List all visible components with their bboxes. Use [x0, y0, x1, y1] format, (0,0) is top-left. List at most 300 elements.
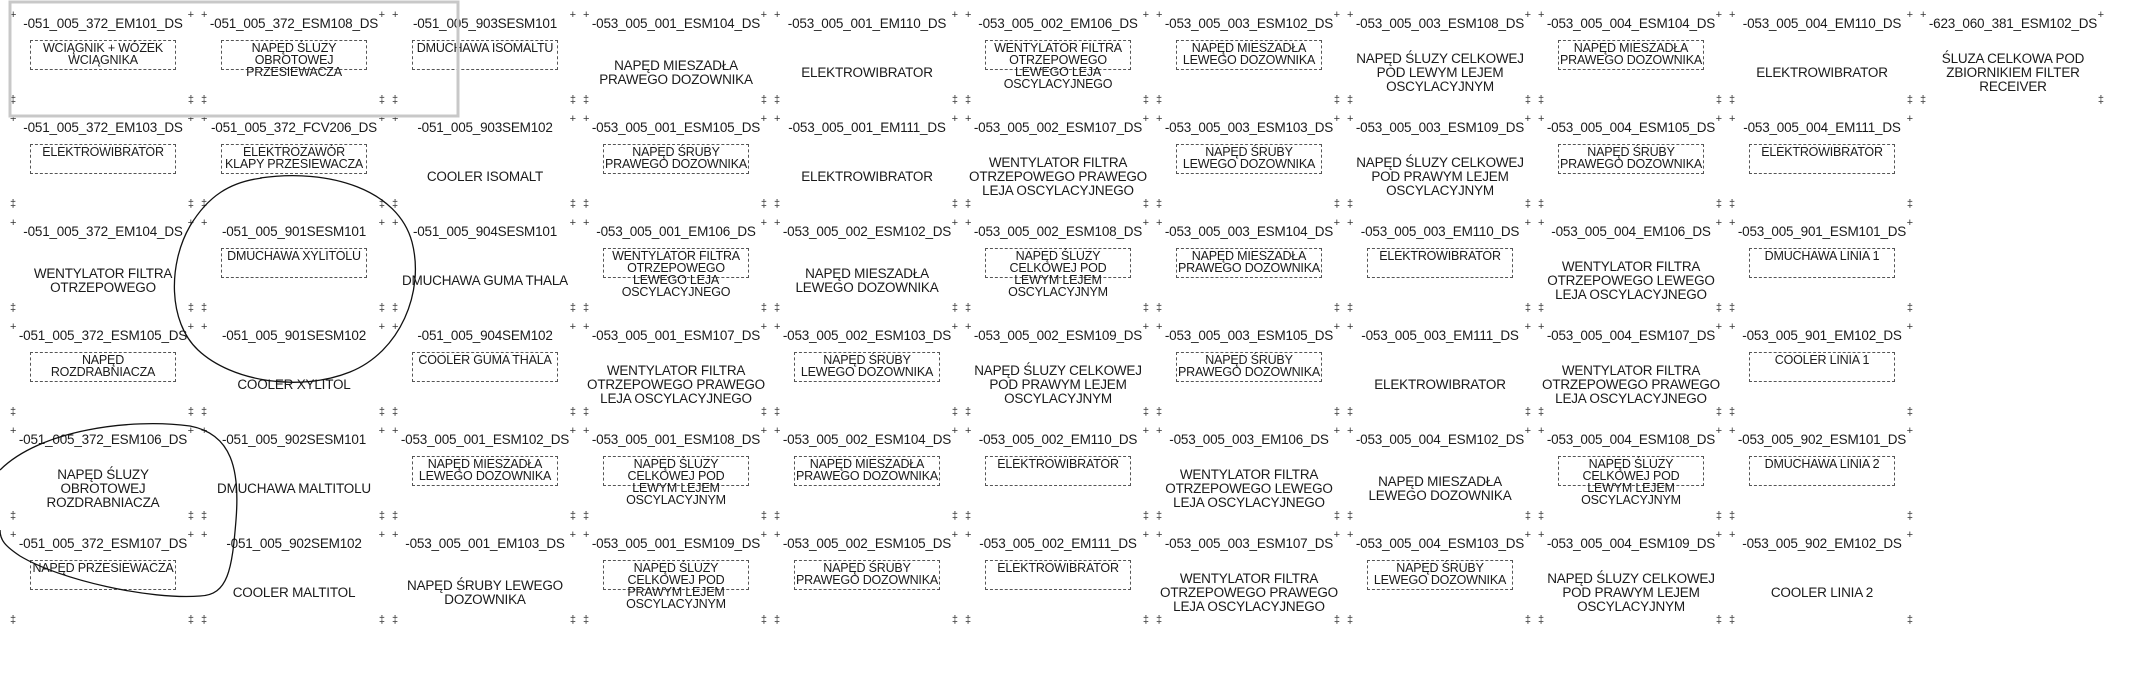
corner-mark: ‡ [1156, 510, 1163, 522]
corner-mark: ‡ [378, 94, 385, 106]
device-cell [581, 108, 771, 212]
corner-mark: + [1920, 9, 1927, 21]
corner-mark: + [201, 321, 208, 333]
device-code: -053_005_002_ESM102_DS [782, 224, 952, 239]
corner-mark: ‡ [965, 198, 972, 210]
corner-mark: + [1538, 113, 1545, 125]
corner-mark: + [774, 9, 781, 21]
device-label: ELEKTROWIBRATOR [985, 456, 1131, 486]
corner-mark: + [1729, 425, 1736, 437]
device-label: NAPĘD ŚRUBY LEWEGO DOZOWNIKA [794, 352, 940, 382]
corner-mark: ‡ [1715, 614, 1722, 626]
corner-mark: ‡ [187, 94, 194, 106]
device-cell [1154, 4, 1344, 108]
corner-mark: ‡ [1347, 510, 1354, 522]
corner-mark: ‡ [1715, 406, 1722, 418]
corner-mark: + [10, 425, 17, 437]
device-label: DMUCHAWA LINIA 2 [1749, 456, 1895, 486]
device-code: -053_005_003_ESM109_DS [1355, 120, 1525, 135]
corner-mark: ‡ [1538, 94, 1545, 106]
device-label: NAPĘD ŚLUZY CELKOWEJ POD PRAWYM LEJEM OSCYLACYJNYM [603, 560, 749, 590]
device-cell [772, 108, 962, 212]
corner-mark: ‡ [583, 614, 590, 626]
corner-mark: ‡ [392, 94, 399, 106]
corner-mark: ‡ [187, 614, 194, 626]
corner-mark: + [569, 529, 576, 541]
device-cell [581, 4, 771, 108]
corner-mark: ‡ [201, 614, 208, 626]
corner-mark: + [1347, 9, 1354, 21]
corner-mark: + [1715, 321, 1722, 333]
corner-mark: + [392, 217, 399, 229]
device-label: COOLER LINIA 2 [1770, 585, 1874, 600]
corner-mark: ‡ [965, 510, 972, 522]
device-code: -053_005_004_ESM103_DS [1355, 536, 1525, 551]
corner-mark: ‡ [1524, 198, 1531, 210]
corner-mark: + [187, 529, 194, 541]
corner-mark: + [1156, 425, 1163, 437]
corner-mark: ‡ [187, 198, 194, 210]
corner-mark: ‡ [1729, 198, 1736, 210]
corner-mark: + [1906, 425, 1913, 437]
device-code: -053_005_002_ESM103_DS [782, 328, 952, 343]
device-code: -053_005_002_ESM107_DS [973, 120, 1143, 135]
corner-mark: + [392, 529, 399, 541]
device-label: ELEKTROZAWÓR KLAPY PRZESIEWACZA [221, 144, 367, 174]
device-cell [1536, 212, 1726, 316]
corner-mark: + [1347, 425, 1354, 437]
device-label: NAPĘD MIESZADŁA PRAWEGO DOZOWNIKA [1176, 248, 1322, 278]
corner-mark: + [1333, 217, 1340, 229]
device-cell [1345, 420, 1535, 524]
device-cell [1918, 4, 2108, 108]
corner-mark: ‡ [1347, 302, 1354, 314]
device-label: NAPĘD ŚRUBY PRAWEGO DOZOWNIKA [794, 560, 940, 590]
corner-mark: + [378, 425, 385, 437]
device-cell [1727, 524, 1917, 628]
corner-mark: + [760, 9, 767, 21]
device-code: -051_005_372_ESM107_DS [18, 536, 188, 551]
corner-mark: + [10, 321, 17, 333]
device-label: NAPĘD ŚLUZY CELKOWEJ POD LEWYM LEJEM OSCYLACYJNYM [985, 248, 1131, 278]
device-code: -053_005_003_ESM103_DS [1164, 120, 1334, 135]
device-label: WCIĄGNIK + WÓZEK WCIĄGNIKA [30, 40, 176, 70]
device-label: WENTYLATOR FILTRA OTRZEPOWEGO LEWEGO LEJA OSCYLACYJNEGO [985, 40, 1131, 70]
corner-mark: + [378, 113, 385, 125]
corner-mark: ‡ [583, 406, 590, 418]
corner-mark: + [392, 9, 399, 21]
corner-mark: ‡ [760, 94, 767, 106]
device-cell [772, 420, 962, 524]
corner-mark: ‡ [774, 94, 781, 106]
corner-mark: ‡ [1906, 510, 1913, 522]
corner-mark: + [1524, 9, 1531, 21]
device-cell [1154, 108, 1344, 212]
corner-mark: + [201, 217, 208, 229]
device-cell [1727, 4, 1917, 108]
device-label: NAPĘD ŚRUBY LEWEGO DOZOWNIKA [1176, 144, 1322, 174]
corner-mark: + [774, 217, 781, 229]
device-cell [581, 420, 771, 524]
device-label: WENTYLATOR FILTRA OTRZEPOWEGO LEWEGO LEJA OSCYLACYJNEGO [1547, 259, 1715, 302]
corner-mark: ‡ [1715, 302, 1722, 314]
corner-mark: ‡ [760, 302, 767, 314]
corner-mark: + [1524, 217, 1531, 229]
corner-mark: + [1142, 113, 1149, 125]
device-code: -053_005_004_EM106_DS [1551, 224, 1711, 239]
corner-mark: + [1142, 529, 1149, 541]
corner-mark: + [1538, 425, 1545, 437]
device-code: -051_005_903SESM101 [412, 16, 558, 31]
corner-mark: + [1538, 321, 1545, 333]
corner-mark: ‡ [1347, 198, 1354, 210]
corner-mark: ‡ [569, 198, 576, 210]
corner-mark: + [774, 425, 781, 437]
corner-mark: ‡ [583, 94, 590, 106]
device-label: NAPĘD ŚLUZY CELKOWEJ POD PRAWYM LEJEM OSCYLACYJNYM [974, 363, 1142, 406]
corner-mark: ‡ [1333, 510, 1340, 522]
corner-mark: + [583, 217, 590, 229]
corner-mark: + [569, 425, 576, 437]
device-cell [1727, 108, 1917, 212]
corner-mark: ‡ [1333, 302, 1340, 314]
device-cell [1727, 316, 1917, 420]
device-cell [772, 524, 962, 628]
corner-mark: + [1729, 217, 1736, 229]
corner-mark: ‡ [1729, 510, 1736, 522]
corner-mark: ‡ [1142, 510, 1149, 522]
device-label: COOLER MALTITOL [232, 585, 356, 600]
device-code: -051_005_372_EM104_DS [23, 224, 183, 239]
device-code: -053_005_001_ESM108_DS [591, 432, 761, 447]
corner-mark: + [1333, 113, 1340, 125]
corner-mark: ‡ [1333, 94, 1340, 106]
device-label: ELEKTROWIBRATOR [30, 144, 176, 174]
corner-mark: + [760, 425, 767, 437]
corner-mark: ‡ [569, 510, 576, 522]
corner-mark: + [1142, 9, 1149, 21]
corner-mark: ‡ [1729, 614, 1736, 626]
device-cell [1345, 108, 1535, 212]
device-code: -053_005_901_EM102_DS [1742, 328, 1902, 343]
corner-mark: ‡ [1524, 302, 1531, 314]
device-label: NAPĘD MIESZADŁA LEWEGO DOZOWNIKA [1176, 40, 1322, 70]
corner-mark: ‡ [1729, 94, 1736, 106]
device-label: DMUCHAWA GUMA THALA [402, 273, 568, 288]
corner-mark: + [1906, 529, 1913, 541]
device-cell [8, 108, 198, 212]
device-label: WENTYLATOR FILTRA OTRZEPOWEGO PRAWEGO LEJA OSCYLACYJNEGO [969, 155, 1147, 198]
device-cell [390, 4, 580, 108]
corner-mark: + [1524, 113, 1531, 125]
device-cell [390, 212, 580, 316]
device-code: -051_005_372_EM103_DS [23, 120, 183, 135]
device-code: -051_005_903SEM102 [417, 120, 553, 135]
corner-mark: ‡ [1538, 614, 1545, 626]
device-code: -053_005_001_ESM102_DS [400, 432, 570, 447]
device-label: NAPĘD ŚLUZY CELKOWEJ POD PRAWYM LEJEM OSCYLACYJNYM [1356, 155, 1524, 198]
corner-mark: ‡ [774, 198, 781, 210]
device-label: NAPĘD ŚRUBY LEWEGO DOZOWNIKA [1367, 560, 1513, 590]
corner-mark: + [10, 113, 17, 125]
corner-mark: ‡ [1906, 302, 1913, 314]
corner-mark: ‡ [392, 510, 399, 522]
device-cell [1345, 4, 1535, 108]
corner-mark: ‡ [1524, 94, 1531, 106]
device-label: WENTYLATOR FILTRA OTRZEPOWEGO PRAWEGO LEJA OSCYLACYJNEGO [587, 363, 765, 406]
device-code: -053_005_002_ESM105_DS [782, 536, 952, 551]
corner-mark: ‡ [965, 94, 972, 106]
corner-mark: + [378, 529, 385, 541]
corner-mark: + [583, 425, 590, 437]
corner-mark: ‡ [187, 406, 194, 418]
device-label: NAPĘD ŚLUZY CELKOWEJ POD LEWYM LEJEM OSCYLACYJNYM [603, 456, 749, 486]
corner-mark: ‡ [774, 406, 781, 418]
corner-mark: + [1333, 321, 1340, 333]
corner-mark: + [201, 425, 208, 437]
device-label: DMUCHAWA XYLITOLU [221, 248, 367, 278]
corner-mark: ‡ [583, 198, 590, 210]
device-cell [772, 316, 962, 420]
corner-mark: ‡ [760, 614, 767, 626]
corner-mark: + [392, 321, 399, 333]
device-cell [199, 420, 389, 524]
device-cell [1536, 524, 1726, 628]
device-cell [581, 316, 771, 420]
corner-mark: + [1524, 529, 1531, 541]
corner-mark: + [1156, 217, 1163, 229]
device-code: -053_005_004_ESM105_DS [1546, 120, 1716, 135]
corner-mark: ‡ [378, 510, 385, 522]
device-cell [1345, 212, 1535, 316]
device-label: ELEKTROWIBRATOR [1756, 65, 1888, 80]
device-cell [1154, 524, 1344, 628]
corner-mark: ‡ [1156, 406, 1163, 418]
device-label: NAPĘD ŚLUZY CELKOWEJ POD LEWYM LEJEM OSCYLACYJNYM [1558, 456, 1704, 486]
device-cell [199, 212, 389, 316]
corner-mark: + [1142, 425, 1149, 437]
corner-mark: ‡ [951, 302, 958, 314]
device-label: NAPĘD MIESZADŁA PRAWEGO DOZOWNIKA [794, 456, 940, 486]
device-cell [1727, 420, 1917, 524]
corner-mark: + [965, 321, 972, 333]
corner-mark: + [951, 9, 958, 21]
device-code: -053_005_004_EM111_DS [1743, 120, 1901, 135]
corner-mark: + [1156, 321, 1163, 333]
device-label: ŚLUZA CELKOWA POD ZBIORNIKIEM FILTER RECEIVER [1941, 51, 2085, 94]
corner-mark: ‡ [201, 94, 208, 106]
corner-mark: + [378, 9, 385, 21]
corner-mark: + [774, 321, 781, 333]
device-cell [1536, 108, 1726, 212]
corner-mark: ‡ [951, 614, 958, 626]
corner-mark: + [1156, 9, 1163, 21]
corner-mark: ‡ [1156, 302, 1163, 314]
device-cell [963, 524, 1153, 628]
corner-mark: + [1729, 9, 1736, 21]
corner-mark: + [965, 529, 972, 541]
corner-mark: + [378, 321, 385, 333]
device-code: -051_005_372_EM101_DS [23, 16, 183, 31]
device-label: ELEKTROWIBRATOR [801, 169, 933, 184]
corner-mark: + [1347, 113, 1354, 125]
device-label: WENTYLATOR FILTRA OTRZEPOWEGO PRAWEGO LEJA OSCYLACYJNEGO [1160, 571, 1338, 614]
corner-mark: + [583, 113, 590, 125]
device-label: NAPĘD ŚRUBY PRAWEGO DOZOWNIKA [1558, 144, 1704, 174]
corner-mark: ‡ [1156, 614, 1163, 626]
device-code: -051_005_902SEM102 [226, 536, 362, 551]
corner-mark: + [760, 113, 767, 125]
corner-mark: + [1347, 529, 1354, 541]
device-label: COOLER GUMA THALA [412, 352, 558, 382]
corner-mark: ‡ [951, 406, 958, 418]
device-cell [1345, 316, 1535, 420]
device-cell [1536, 4, 1726, 108]
corner-mark: ‡ [1333, 614, 1340, 626]
corner-mark: + [201, 9, 208, 21]
corner-mark: ‡ [10, 510, 17, 522]
device-cell [199, 108, 389, 212]
device-label: NAPĘD ŚLUZY OBROTOWEJ ROZDRABNIACZA [46, 467, 160, 510]
corner-mark: ‡ [10, 302, 17, 314]
device-label: ELEKTROWIBRATOR [1749, 144, 1895, 174]
device-code: -053_005_003_ESM105_DS [1164, 328, 1334, 343]
corner-mark: ‡ [774, 510, 781, 522]
device-label: NAPĘD ŚLUZY CELKOWEJ POD LEWYM LEJEM OSCYLACYJNYM [1356, 51, 1524, 94]
device-cell [963, 316, 1153, 420]
device-label: ELEKTROWIBRATOR [1374, 377, 1506, 392]
device-code: -053_005_002_EM111_DS [979, 536, 1137, 551]
corner-mark: + [1538, 9, 1545, 21]
device-label: NAPĘD ŚLUZY CELKOWEJ POD PRAWYM LEJEM OSCYLACYJNYM [1547, 571, 1715, 614]
device-label: WENTYLATOR FILTRA OTRZEPOWEGO PRAWEGO LEJA OSCYLACYJNEGO [1542, 363, 1720, 406]
device-code: -053_005_001_ESM105_DS [591, 120, 761, 135]
corner-mark: + [10, 9, 17, 21]
corner-mark: + [951, 425, 958, 437]
corner-mark: ‡ [1906, 406, 1913, 418]
corner-mark: ‡ [392, 198, 399, 210]
device-code: -053_005_004_ESM109_DS [1546, 536, 1716, 551]
corner-mark: + [965, 9, 972, 21]
corner-mark: + [187, 113, 194, 125]
corner-mark: + [187, 321, 194, 333]
device-code: -053_005_003_ESM108_DS [1355, 16, 1525, 31]
device-code: -623_060_381_ESM102_DS [1928, 16, 2098, 31]
device-code: -053_005_902_ESM101_DS [1737, 432, 1907, 447]
corner-mark: + [1347, 321, 1354, 333]
corner-mark: + [1906, 9, 1913, 21]
device-code: -051_005_372_ESM108_DS [209, 16, 379, 31]
corner-mark: ‡ [2097, 94, 2104, 106]
device-cell [199, 4, 389, 108]
corner-mark: ‡ [10, 406, 17, 418]
corner-mark: ‡ [760, 510, 767, 522]
device-cell [1727, 212, 1917, 316]
corner-mark: ‡ [1333, 198, 1340, 210]
corner-mark: ‡ [10, 198, 17, 210]
corner-mark: ‡ [1906, 94, 1913, 106]
corner-mark: ‡ [1347, 94, 1354, 106]
corner-mark: ‡ [1729, 302, 1736, 314]
device-label: NAPĘD PRZESIEWACZA [30, 560, 176, 590]
corner-mark: ‡ [760, 198, 767, 210]
device-label: DMUCHAWA LINIA 1 [1749, 248, 1895, 278]
device-code: -051_005_904SEM102 [417, 328, 553, 343]
corner-mark: + [1347, 217, 1354, 229]
device-cell [8, 524, 198, 628]
corner-mark: ‡ [1524, 614, 1531, 626]
corner-mark: ‡ [951, 510, 958, 522]
device-code: -053_005_004_ESM107_DS [1546, 328, 1716, 343]
device-code: -053_005_002_ESM104_DS [782, 432, 952, 447]
device-code: -053_005_002_ESM109_DS [973, 328, 1143, 343]
device-cell [8, 212, 198, 316]
device-cell [390, 524, 580, 628]
corner-mark: + [1142, 217, 1149, 229]
device-cell [1154, 316, 1344, 420]
device-code: -053_005_003_EM111_DS [1361, 328, 1519, 343]
device-code: -053_005_002_EM110_DS [978, 432, 1138, 447]
device-code: -053_005_002_EM106_DS [978, 16, 1138, 31]
device-cell [772, 212, 962, 316]
corner-mark: + [1538, 529, 1545, 541]
corner-mark: + [1142, 321, 1149, 333]
corner-mark: ‡ [951, 198, 958, 210]
corner-mark: ‡ [1347, 614, 1354, 626]
corner-mark: + [1906, 321, 1913, 333]
corner-mark: ‡ [378, 198, 385, 210]
device-code: -053_005_004_ESM104_DS [1546, 16, 1716, 31]
corner-mark: ‡ [378, 614, 385, 626]
corner-mark: ‡ [1347, 406, 1354, 418]
corner-mark: ‡ [392, 406, 399, 418]
device-label: ELEKTROWIBRATOR [1367, 248, 1513, 278]
corner-mark: + [1906, 113, 1913, 125]
device-label: NAPĘD MIESZADŁA LEWEGO DOZOWNIKA [412, 456, 558, 486]
corner-mark: + [1906, 217, 1913, 229]
corner-mark: ‡ [1333, 406, 1340, 418]
corner-mark: + [965, 113, 972, 125]
corner-mark: ‡ [1538, 302, 1545, 314]
corner-mark: + [392, 425, 399, 437]
device-label: WENTYLATOR FILTRA OTRZEPOWEGO LEWEGO LEJA OSCYLACYJNEGO [603, 248, 749, 278]
corner-mark: + [392, 113, 399, 125]
corner-mark: + [187, 425, 194, 437]
device-label: NAPĘD ŚRUBY PRAWEGO DOZOWNIKA [1176, 352, 1322, 382]
device-cell [581, 524, 771, 628]
device-cell [199, 524, 389, 628]
device-code: -053_005_902_EM102_DS [1742, 536, 1902, 551]
corner-mark: ‡ [1142, 94, 1149, 106]
device-label: NAPĘD ŚLUZY OBROTOWEJ PRZESIEWACZA [221, 40, 367, 70]
corner-mark: ‡ [1156, 198, 1163, 210]
corner-mark: ‡ [1729, 406, 1736, 418]
corner-mark: + [1156, 113, 1163, 125]
corner-mark: ‡ [378, 406, 385, 418]
corner-mark: ‡ [201, 510, 208, 522]
corner-mark: + [965, 425, 972, 437]
device-code: -053_005_004_ESM108_DS [1546, 432, 1716, 447]
device-code: -051_005_901SESM101 [221, 224, 367, 239]
device-code: -053_005_001_ESM104_DS [591, 16, 761, 31]
device-label: COOLER XYLITOL [237, 377, 351, 392]
corner-mark: + [1729, 529, 1736, 541]
device-code: -051_005_904SESM101 [412, 224, 558, 239]
corner-mark: + [1524, 425, 1531, 437]
corner-mark: + [951, 321, 958, 333]
device-code: -053_005_001_ESM109_DS [591, 536, 761, 551]
device-code: -051_005_902SESM101 [221, 432, 367, 447]
